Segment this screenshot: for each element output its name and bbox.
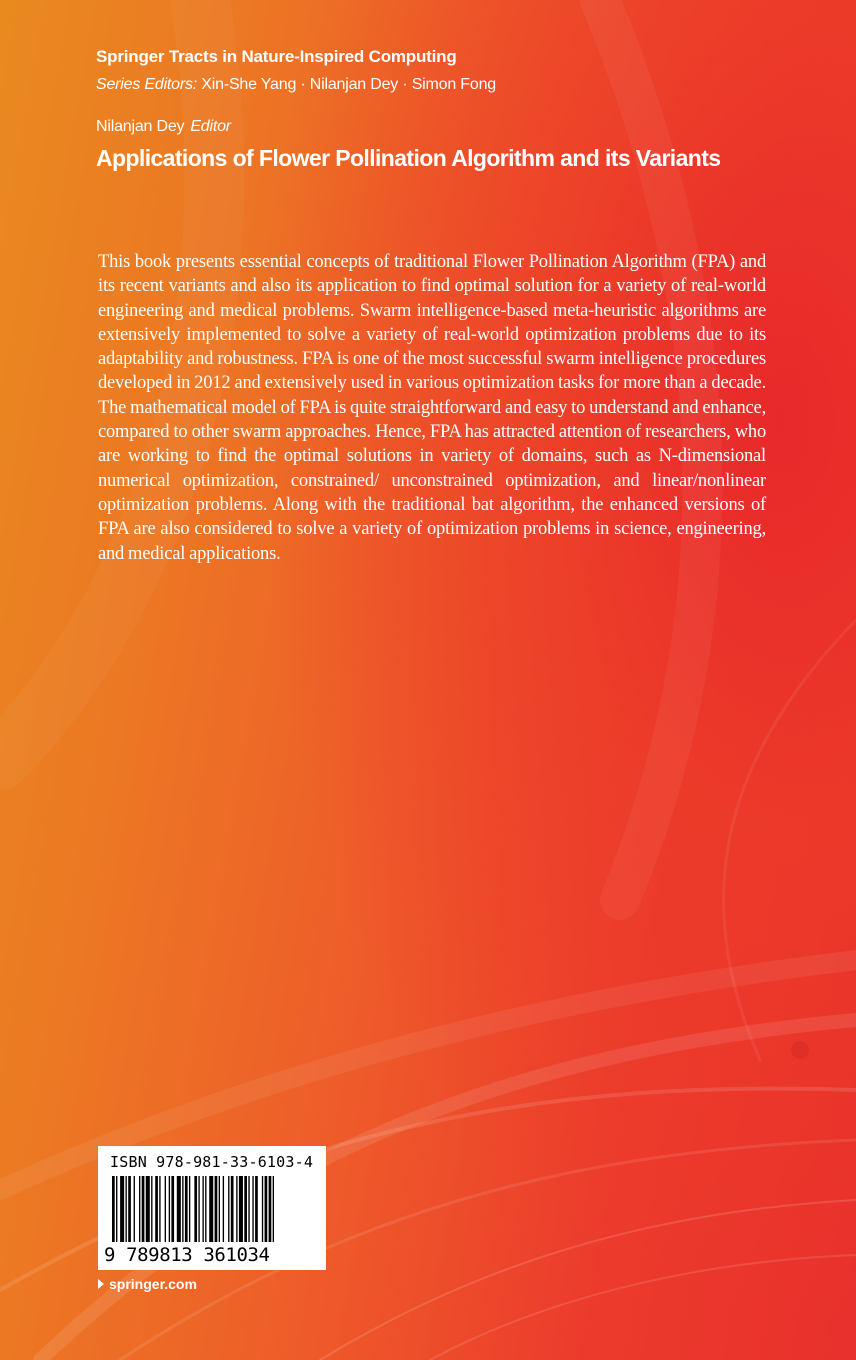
book-blurb: This book presents essential concepts of traditional Flower Pollination Algorithm (FPA) and its recent variants and also its application to find optimal solution for a variety of real-world engineering and medical problems. Swarm intelligence-based meta-heuristic algorithms are extensively implemented to solve a variety of real-world optimization problems due to its adaptability and robustness. FPA is one of the most successful swarm intelligence procedures developed in 2012 and extensively used in various optimization tasks for more than a decade. The mathematical model of FPA is quite straightforward and easy to understand and enhance, compared to other swarm approaches. Hence, FPA has attracted attention of researchers, who are working to find the optimal solutions in variety of domains, such as N-dimensional numerical optimization, constrained/ unconstrained optimization, and linear/nonlinear optimization problems. Along with the traditional bat algorithm, the enhanced versions of FPA are also considered to solve a variety of optimization problems in science, engineering, and medical applications. bbox=[98, 252, 766, 564]
barcode-digits: 9 789813 361034 bbox=[104, 1244, 270, 1266]
barcode-bar bbox=[265, 1176, 268, 1242]
barcode-bar bbox=[142, 1176, 145, 1242]
barcode-bar bbox=[159, 1176, 160, 1242]
book-editor-name: Nilanjan Dey bbox=[96, 118, 185, 135]
series-title: Springer Tracts in Nature-Inspired Computing bbox=[96, 47, 457, 66]
isbn-label: ISBN 978-981-33-6103-4 bbox=[110, 1153, 314, 1171]
series-editors bbox=[96, 76, 496, 94]
barcode-bar bbox=[209, 1176, 213, 1242]
barcode-bar bbox=[248, 1176, 249, 1242]
barcode-bar bbox=[198, 1176, 199, 1242]
barcode-bar bbox=[252, 1176, 253, 1242]
book-title: Applications of Flower Pollination Algorithm and its Variants bbox=[96, 145, 721, 171]
barcode-bar bbox=[239, 1176, 243, 1242]
barcode-bar bbox=[171, 1176, 174, 1242]
barcode-bar bbox=[165, 1176, 166, 1242]
barcode-bar bbox=[126, 1176, 127, 1242]
barcode-bar bbox=[177, 1176, 181, 1242]
barcode-bar bbox=[223, 1176, 224, 1242]
barcode-bar bbox=[236, 1176, 237, 1242]
barcode-bar bbox=[219, 1176, 220, 1242]
barcode-bar bbox=[194, 1176, 197, 1242]
barcode-bar bbox=[273, 1176, 274, 1242]
series-editors-names: Xin-She Yang · Nilanjan Dey · Simon Fong bbox=[201, 76, 496, 93]
barcode-bar bbox=[116, 1176, 117, 1242]
barcode-bar bbox=[189, 1176, 190, 1242]
book-editor-role: Editor bbox=[190, 118, 231, 135]
barcode-bar bbox=[205, 1176, 206, 1242]
barcode-bar bbox=[182, 1176, 183, 1242]
arrow-right-icon bbox=[98, 1279, 104, 1289]
barcode-bar bbox=[228, 1176, 229, 1242]
barcode-bar bbox=[169, 1176, 170, 1242]
book-editor bbox=[96, 118, 231, 136]
barcode-bar bbox=[262, 1176, 263, 1242]
barcode-bar bbox=[139, 1176, 140, 1242]
isbn-barcode bbox=[98, 1146, 326, 1270]
barcode-bar bbox=[244, 1176, 247, 1242]
series-editors-label: Series Editors: bbox=[96, 76, 198, 93]
barcode-bar bbox=[155, 1176, 158, 1242]
barcode-bar bbox=[120, 1176, 124, 1242]
barcode-bar bbox=[151, 1176, 152, 1242]
publisher-website bbox=[98, 1276, 197, 1292]
barcode-bars bbox=[106, 1176, 318, 1246]
barcode-bar bbox=[134, 1176, 135, 1242]
barcode-bar bbox=[185, 1176, 188, 1242]
barcode-bar bbox=[112, 1176, 115, 1242]
barcode-bar bbox=[202, 1176, 203, 1242]
barcode-bar bbox=[146, 1176, 150, 1242]
barcode-bar bbox=[269, 1176, 272, 1242]
barcode-bar bbox=[231, 1176, 234, 1242]
publisher-website-text: springer.com bbox=[109, 1276, 197, 1292]
barcode-bar bbox=[215, 1176, 218, 1242]
barcode-bar bbox=[255, 1176, 258, 1242]
barcode-bar bbox=[128, 1176, 131, 1242]
